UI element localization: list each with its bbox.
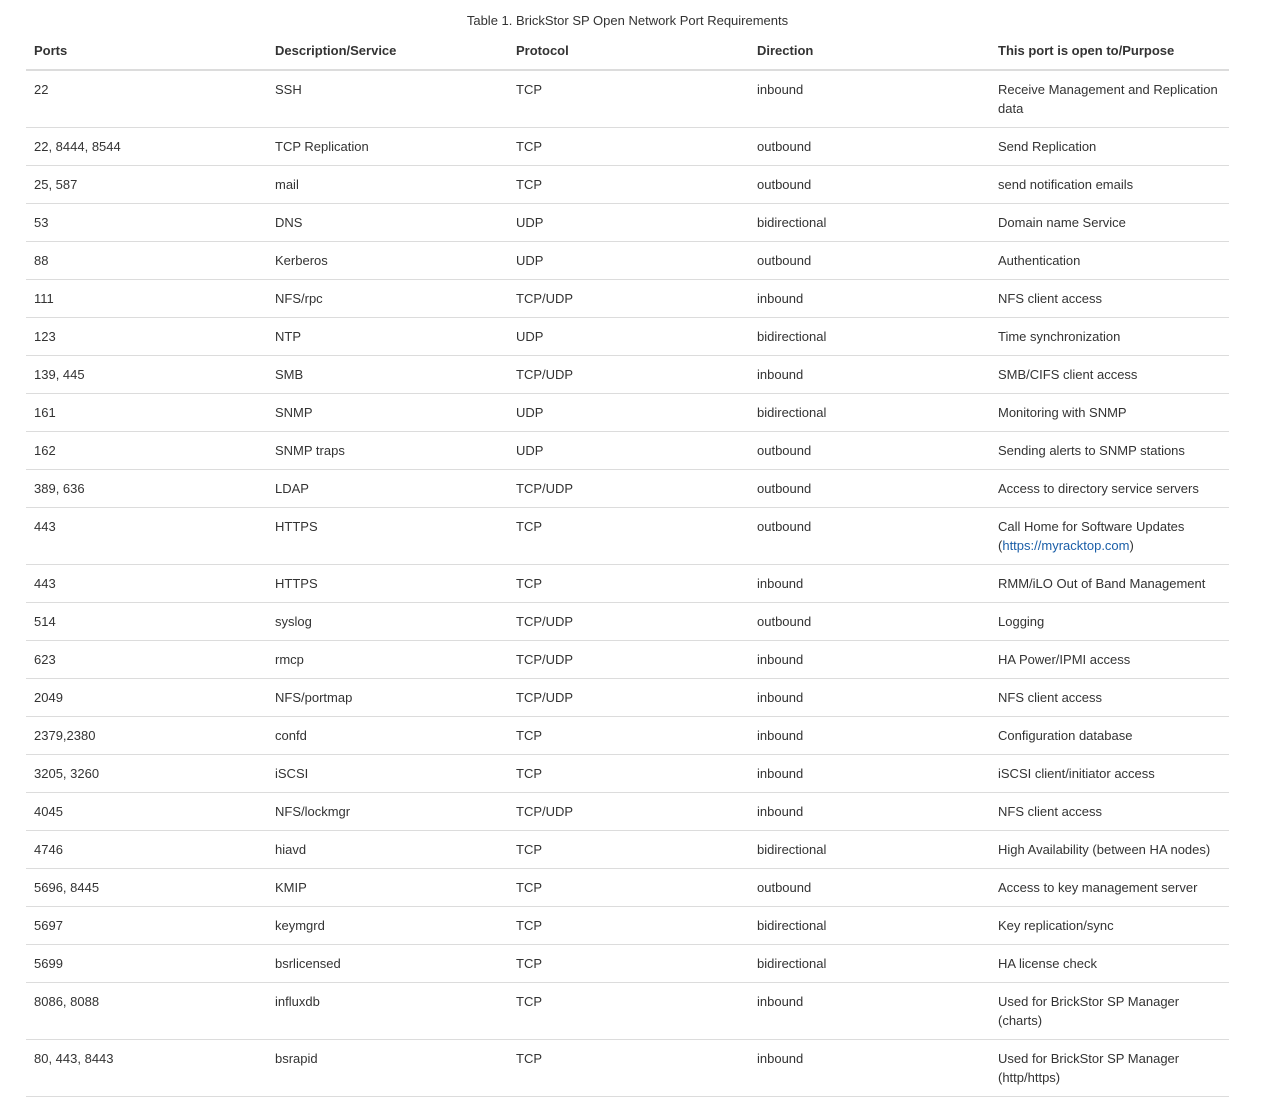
table-body [26, 70, 1229, 1097]
cell-service: SMB [267, 356, 508, 394]
table-row [26, 641, 1229, 679]
cell-ports: 514 [26, 603, 267, 641]
cell-protocol: TCP/UDP [508, 679, 749, 717]
cell-purpose: HA Power/IPMI access [990, 641, 1229, 679]
cell-service: HTTPS [267, 508, 508, 565]
table-row [26, 128, 1229, 166]
cell-purpose: HA license check [990, 945, 1229, 983]
purpose-text: Call Home for Software Updates [998, 519, 1185, 534]
cell-direction: inbound [749, 565, 990, 603]
cell-direction: outbound [749, 166, 990, 204]
cell-ports: 22, 8444, 8544 [26, 128, 267, 166]
cell-purpose: Used for BrickStor SP Manager (http/https) [990, 1040, 1229, 1097]
cell-direction: bidirectional [749, 394, 990, 432]
cell-ports: 80, 443, 8443 [26, 1040, 267, 1097]
cell-ports: 8086, 8088 [26, 983, 267, 1040]
cell-direction: inbound [749, 70, 990, 128]
table-row [26, 356, 1229, 394]
cell-direction: outbound [749, 470, 990, 508]
table-row [26, 242, 1229, 280]
cell-protocol: TCP [508, 717, 749, 755]
cell-direction: outbound [749, 128, 990, 166]
cell-direction: bidirectional [749, 907, 990, 945]
cell-direction: outbound [749, 242, 990, 280]
cell-service: KMIP [267, 869, 508, 907]
cell-protocol: UDP [508, 432, 749, 470]
table-row [26, 869, 1229, 907]
header-service: Description/Service [267, 35, 508, 70]
cell-service: syslog [267, 603, 508, 641]
cell-purpose [990, 508, 1229, 565]
cell-purpose: SMB/CIFS client access [990, 356, 1229, 394]
cell-protocol: UDP [508, 394, 749, 432]
cell-protocol: UDP [508, 318, 749, 356]
cell-service: influxdb [267, 983, 508, 1040]
cell-protocol: TCP/UDP [508, 641, 749, 679]
cell-direction: bidirectional [749, 831, 990, 869]
cell-direction: outbound [749, 508, 990, 565]
cell-protocol: TCP [508, 907, 749, 945]
table-row [26, 508, 1229, 565]
port-requirements-table [26, 35, 1229, 1097]
cell-service: confd [267, 717, 508, 755]
cell-service: TCP Replication [267, 128, 508, 166]
cell-protocol: TCP/UDP [508, 793, 749, 831]
cell-protocol: TCP/UDP [508, 280, 749, 318]
table-row [26, 318, 1229, 356]
cell-direction: inbound [749, 1040, 990, 1097]
header-protocol: Protocol [508, 35, 749, 70]
cell-purpose: NFS client access [990, 280, 1229, 318]
cell-ports: 5696, 8445 [26, 869, 267, 907]
cell-ports: 111 [26, 280, 267, 318]
cell-direction: inbound [749, 755, 990, 793]
cell-service: bsrapid [267, 1040, 508, 1097]
cell-direction: bidirectional [749, 204, 990, 242]
cell-protocol: TCP/UDP [508, 470, 749, 508]
cell-ports: 139, 445 [26, 356, 267, 394]
cell-service: mail [267, 166, 508, 204]
cell-ports: 2379,2380 [26, 717, 267, 755]
cell-ports: 161 [26, 394, 267, 432]
cell-ports: 88 [26, 242, 267, 280]
cell-purpose: Authentication [990, 242, 1229, 280]
cell-direction: outbound [749, 603, 990, 641]
cell-service: SNMP [267, 394, 508, 432]
cell-purpose: Logging [990, 603, 1229, 641]
cell-protocol: TCP [508, 128, 749, 166]
cell-purpose: Receive Management and Replication data [990, 70, 1229, 128]
cell-service: NFS/portmap [267, 679, 508, 717]
cell-ports: 4746 [26, 831, 267, 869]
cell-service: SSH [267, 70, 508, 128]
cell-purpose: High Availability (between HA nodes) [990, 831, 1229, 869]
table-row [26, 166, 1229, 204]
cell-direction: outbound [749, 432, 990, 470]
cell-protocol: TCP [508, 983, 749, 1040]
cell-direction: inbound [749, 983, 990, 1040]
cell-purpose: Sending alerts to SNMP stations [990, 432, 1229, 470]
cell-purpose: Domain name Service [990, 204, 1229, 242]
cell-purpose: Configuration database [990, 717, 1229, 755]
cell-direction: outbound [749, 869, 990, 907]
cell-protocol: TCP [508, 166, 749, 204]
table-row [26, 793, 1229, 831]
table-row [26, 1040, 1229, 1097]
cell-purpose: RMM/iLO Out of Band Management [990, 565, 1229, 603]
cell-ports: 5697 [26, 907, 267, 945]
cell-direction: bidirectional [749, 318, 990, 356]
table-caption: Table 1. BrickStor SP Open Network Port Requirements [466, 13, 789, 28]
table-row [26, 679, 1229, 717]
cell-ports: 2049 [26, 679, 267, 717]
cell-protocol: TCP/UDP [508, 356, 749, 394]
cell-service: keymgrd [267, 907, 508, 945]
cell-purpose: NFS client access [990, 793, 1229, 831]
cell-protocol: TCP [508, 755, 749, 793]
table-row [26, 831, 1229, 869]
cell-service: SNMP traps [267, 432, 508, 470]
cell-ports: 25, 587 [26, 166, 267, 204]
cell-ports: 162 [26, 432, 267, 470]
cell-purpose: iSCSI client/initiator access [990, 755, 1229, 793]
cell-ports: 123 [26, 318, 267, 356]
cell-ports: 4045 [26, 793, 267, 831]
table-row [26, 470, 1229, 508]
cell-protocol: TCP [508, 1040, 749, 1097]
table-row [26, 945, 1229, 983]
cell-ports: 443 [26, 565, 267, 603]
cell-direction: bidirectional [749, 945, 990, 983]
cell-service: NFS/rpc [267, 280, 508, 318]
cell-ports: 443 [26, 508, 267, 565]
cell-service: LDAP [267, 470, 508, 508]
header-direction: Direction [749, 35, 990, 70]
cell-protocol: TCP [508, 565, 749, 603]
cell-service: bsrlicensed [267, 945, 508, 983]
cell-purpose: Monitoring with SNMP [990, 394, 1229, 432]
cell-protocol: TCP [508, 945, 749, 983]
cell-protocol: UDP [508, 242, 749, 280]
cell-protocol: UDP [508, 204, 749, 242]
cell-purpose: send notification emails [990, 166, 1229, 204]
cell-ports: 623 [26, 641, 267, 679]
link-open-paren: ( [998, 538, 1003, 553]
cell-service: DNS [267, 204, 508, 242]
table-row [26, 394, 1229, 432]
header-ports: Ports [26, 35, 267, 70]
table-row [26, 280, 1229, 318]
cell-purpose: Access to key management server [990, 869, 1229, 907]
myracktop-link[interactable]: https://myracktop.com [1002, 538, 1130, 553]
cell-direction: inbound [749, 641, 990, 679]
table-row [26, 432, 1229, 470]
table-row [26, 717, 1229, 755]
cell-service: iSCSI [267, 755, 508, 793]
header-purpose: This port is open to/Purpose [990, 35, 1229, 70]
cell-purpose: Time synchronization [990, 318, 1229, 356]
cell-protocol: TCP/UDP [508, 603, 749, 641]
cell-ports: 5699 [26, 945, 267, 983]
cell-direction: inbound [749, 679, 990, 717]
table-row [26, 204, 1229, 242]
table-header-row [26, 35, 1229, 70]
cell-direction: inbound [749, 356, 990, 394]
cell-service: NTP [267, 318, 508, 356]
link-close-paren: ) [1129, 538, 1134, 553]
cell-protocol: TCP [508, 70, 749, 128]
cell-purpose: Access to directory service servers [990, 470, 1229, 508]
cell-direction: inbound [749, 793, 990, 831]
cell-protocol: TCP [508, 831, 749, 869]
table-row [26, 755, 1229, 793]
table-row [26, 565, 1229, 603]
cell-direction: inbound [749, 717, 990, 755]
cell-service: Kerberos [267, 242, 508, 280]
cell-protocol: TCP [508, 508, 749, 565]
cell-service: rmcp [267, 641, 508, 679]
cell-purpose: Send Replication [990, 128, 1229, 166]
port-requirements-section [26, 0, 1229, 1097]
cell-ports: 53 [26, 204, 267, 242]
cell-service: NFS/lockmgr [267, 793, 508, 831]
cell-protocol: TCP [508, 869, 749, 907]
cell-service: HTTPS [267, 565, 508, 603]
table-row [26, 907, 1229, 945]
table-row [26, 70, 1229, 128]
cell-ports: 3205, 3260 [26, 755, 267, 793]
cell-ports: 389, 636 [26, 470, 267, 508]
cell-purpose: NFS client access [990, 679, 1229, 717]
cell-purpose: Used for BrickStor SP Manager (charts) [990, 983, 1229, 1040]
cell-purpose: Key replication/sync [990, 907, 1229, 945]
cell-ports: 22 [26, 70, 267, 128]
table-row [26, 603, 1229, 641]
cell-direction: inbound [749, 280, 990, 318]
table-row [26, 983, 1229, 1040]
cell-service: hiavd [267, 831, 508, 869]
